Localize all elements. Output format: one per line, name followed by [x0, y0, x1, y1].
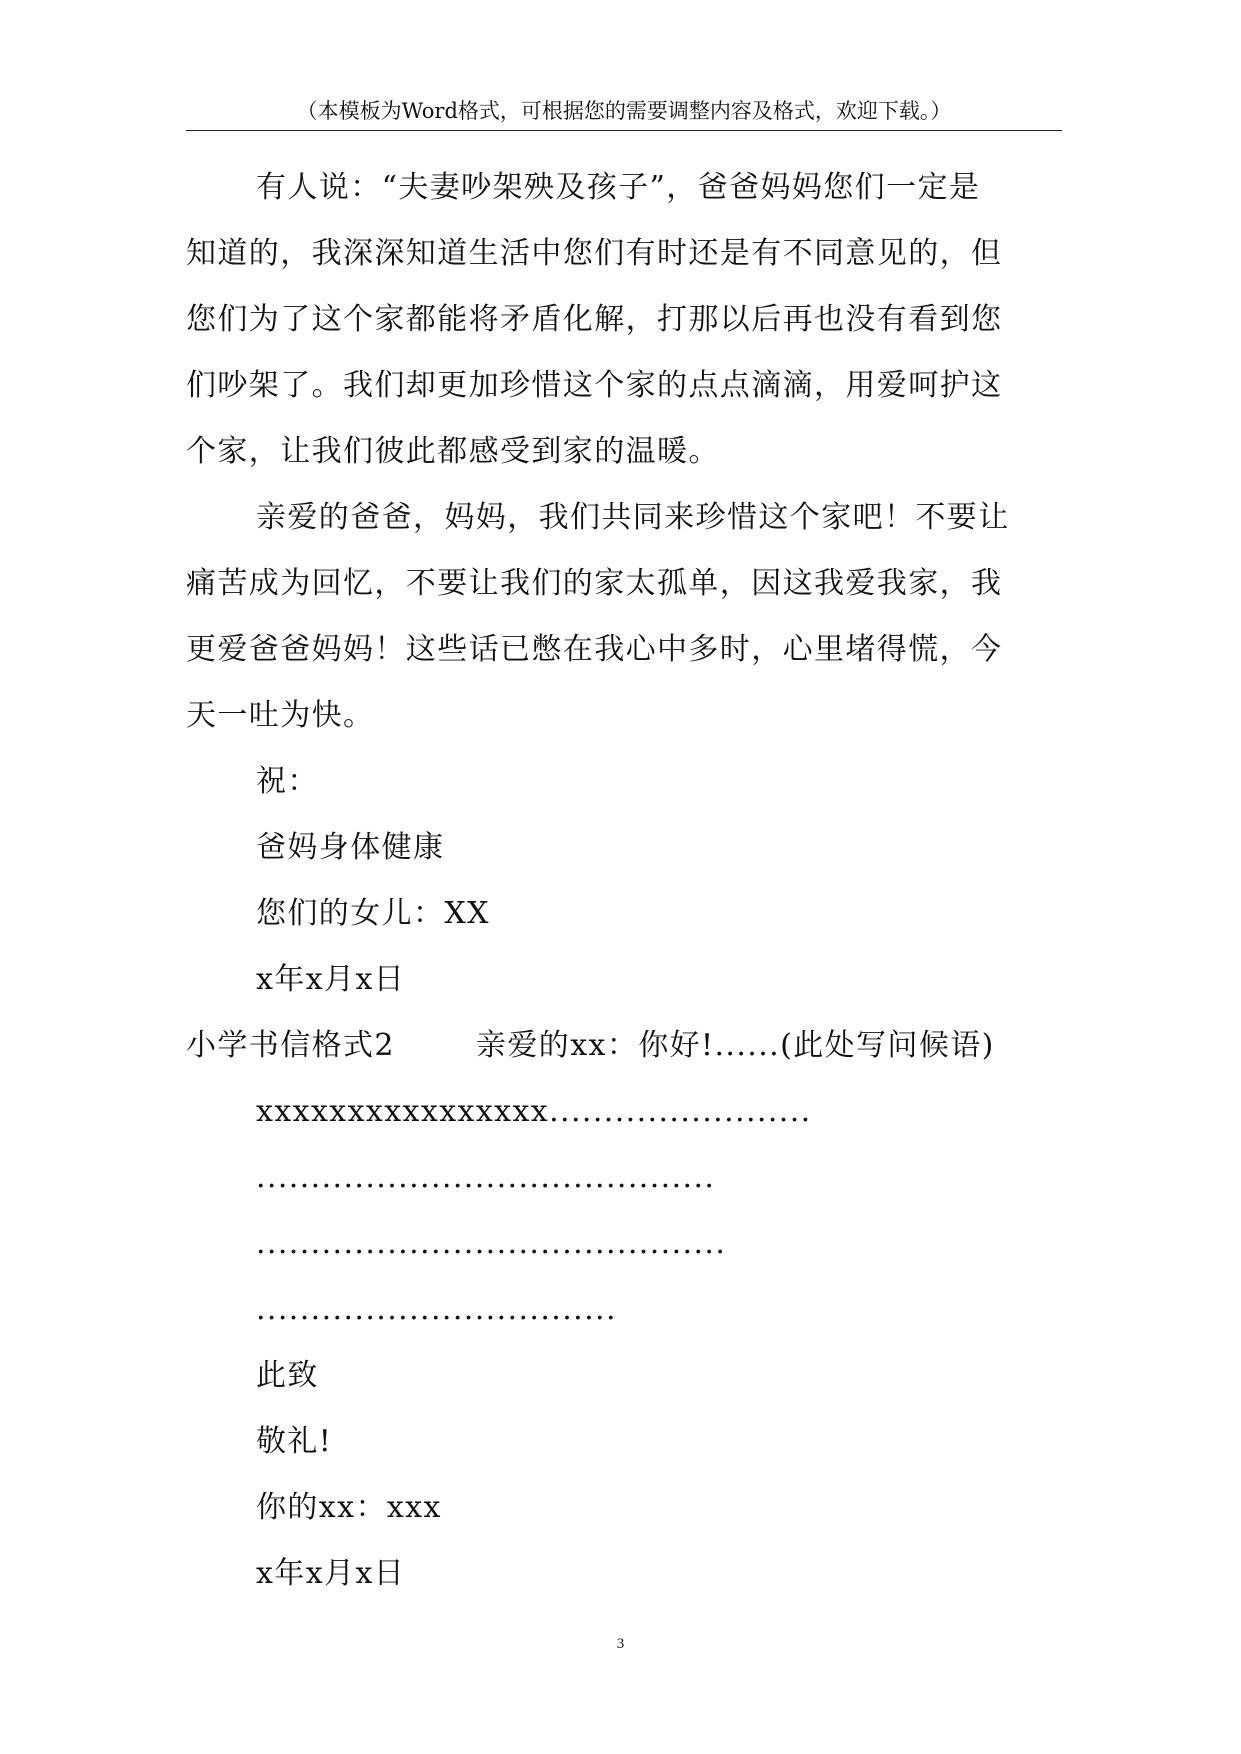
placeholder-line: ..........................................	[256, 1160, 716, 1195]
paragraph-line: 更爱爸爸妈妈！这些话已憋在我心中多时，心里堵得慌，今	[186, 632, 1003, 667]
letter1-date: x年x月x日	[256, 962, 406, 997]
closing-wish: 祝：	[256, 764, 319, 799]
letter2-heading-line	[186, 1013, 1062, 1079]
letter2-greeting: 亲爱的xx：你好!......(此处写问候语)	[476, 1028, 995, 1063]
paragraph-line: 有人说：“夫妻吵架殃及孩子”，爸爸妈妈您们一定是	[256, 170, 981, 205]
paragraph-line: 知道的，我深深知道生活中您们有时还是有不同意见的，但	[186, 236, 1003, 271]
letter2-closing1: 此致	[256, 1358, 319, 1393]
letter1-signature: 您们的女儿：XX	[256, 896, 490, 931]
letter2-date: x年x月x日	[256, 1556, 406, 1591]
placeholder-line: xxxxxxxxxxxxxxxx........................	[256, 1094, 812, 1129]
page-number: 3	[616, 1636, 625, 1652]
paragraph-line: 痛苦成为回忆，不要让我们的家太孤单，因这我爱我家，我	[186, 566, 1003, 601]
placeholder-line: ...........................................	[256, 1226, 727, 1261]
letter2-closing2: 敬礼!	[256, 1424, 333, 1459]
wish-text: 爸妈身体健康	[256, 830, 445, 865]
paragraph-line: 们吵架了。我们却更加珍惜这个家的点点滴滴，用爱呵护这	[186, 368, 1003, 403]
letter2-title: 小学书信格式2	[186, 1028, 395, 1063]
header-note: （本模板为Word格式，可根据您的需要调整内容及格式，欢迎下载。）	[296, 99, 952, 123]
header-divider	[186, 130, 1062, 131]
paragraph-line: 天一吐为快。	[186, 698, 375, 733]
letter2-body	[186, 1079, 1062, 1343]
letter1-paragraph1	[186, 155, 1062, 485]
paragraph-line: 个家，让我们彼此都感受到家的温暖。	[186, 434, 720, 469]
paragraph-line: 您们为了这个家都能将矛盾化解，打那以后再也没有看到您	[186, 302, 1003, 337]
document-body	[186, 155, 1062, 1607]
placeholder-line: .................................	[256, 1292, 617, 1327]
letter1-paragraph2	[186, 485, 1062, 749]
paragraph-line: 亲爱的爸爸，妈妈，我们共同来珍惜这个家吧！不要让	[256, 500, 1010, 535]
letter2-signature: 你的xx：xxx	[256, 1490, 442, 1525]
